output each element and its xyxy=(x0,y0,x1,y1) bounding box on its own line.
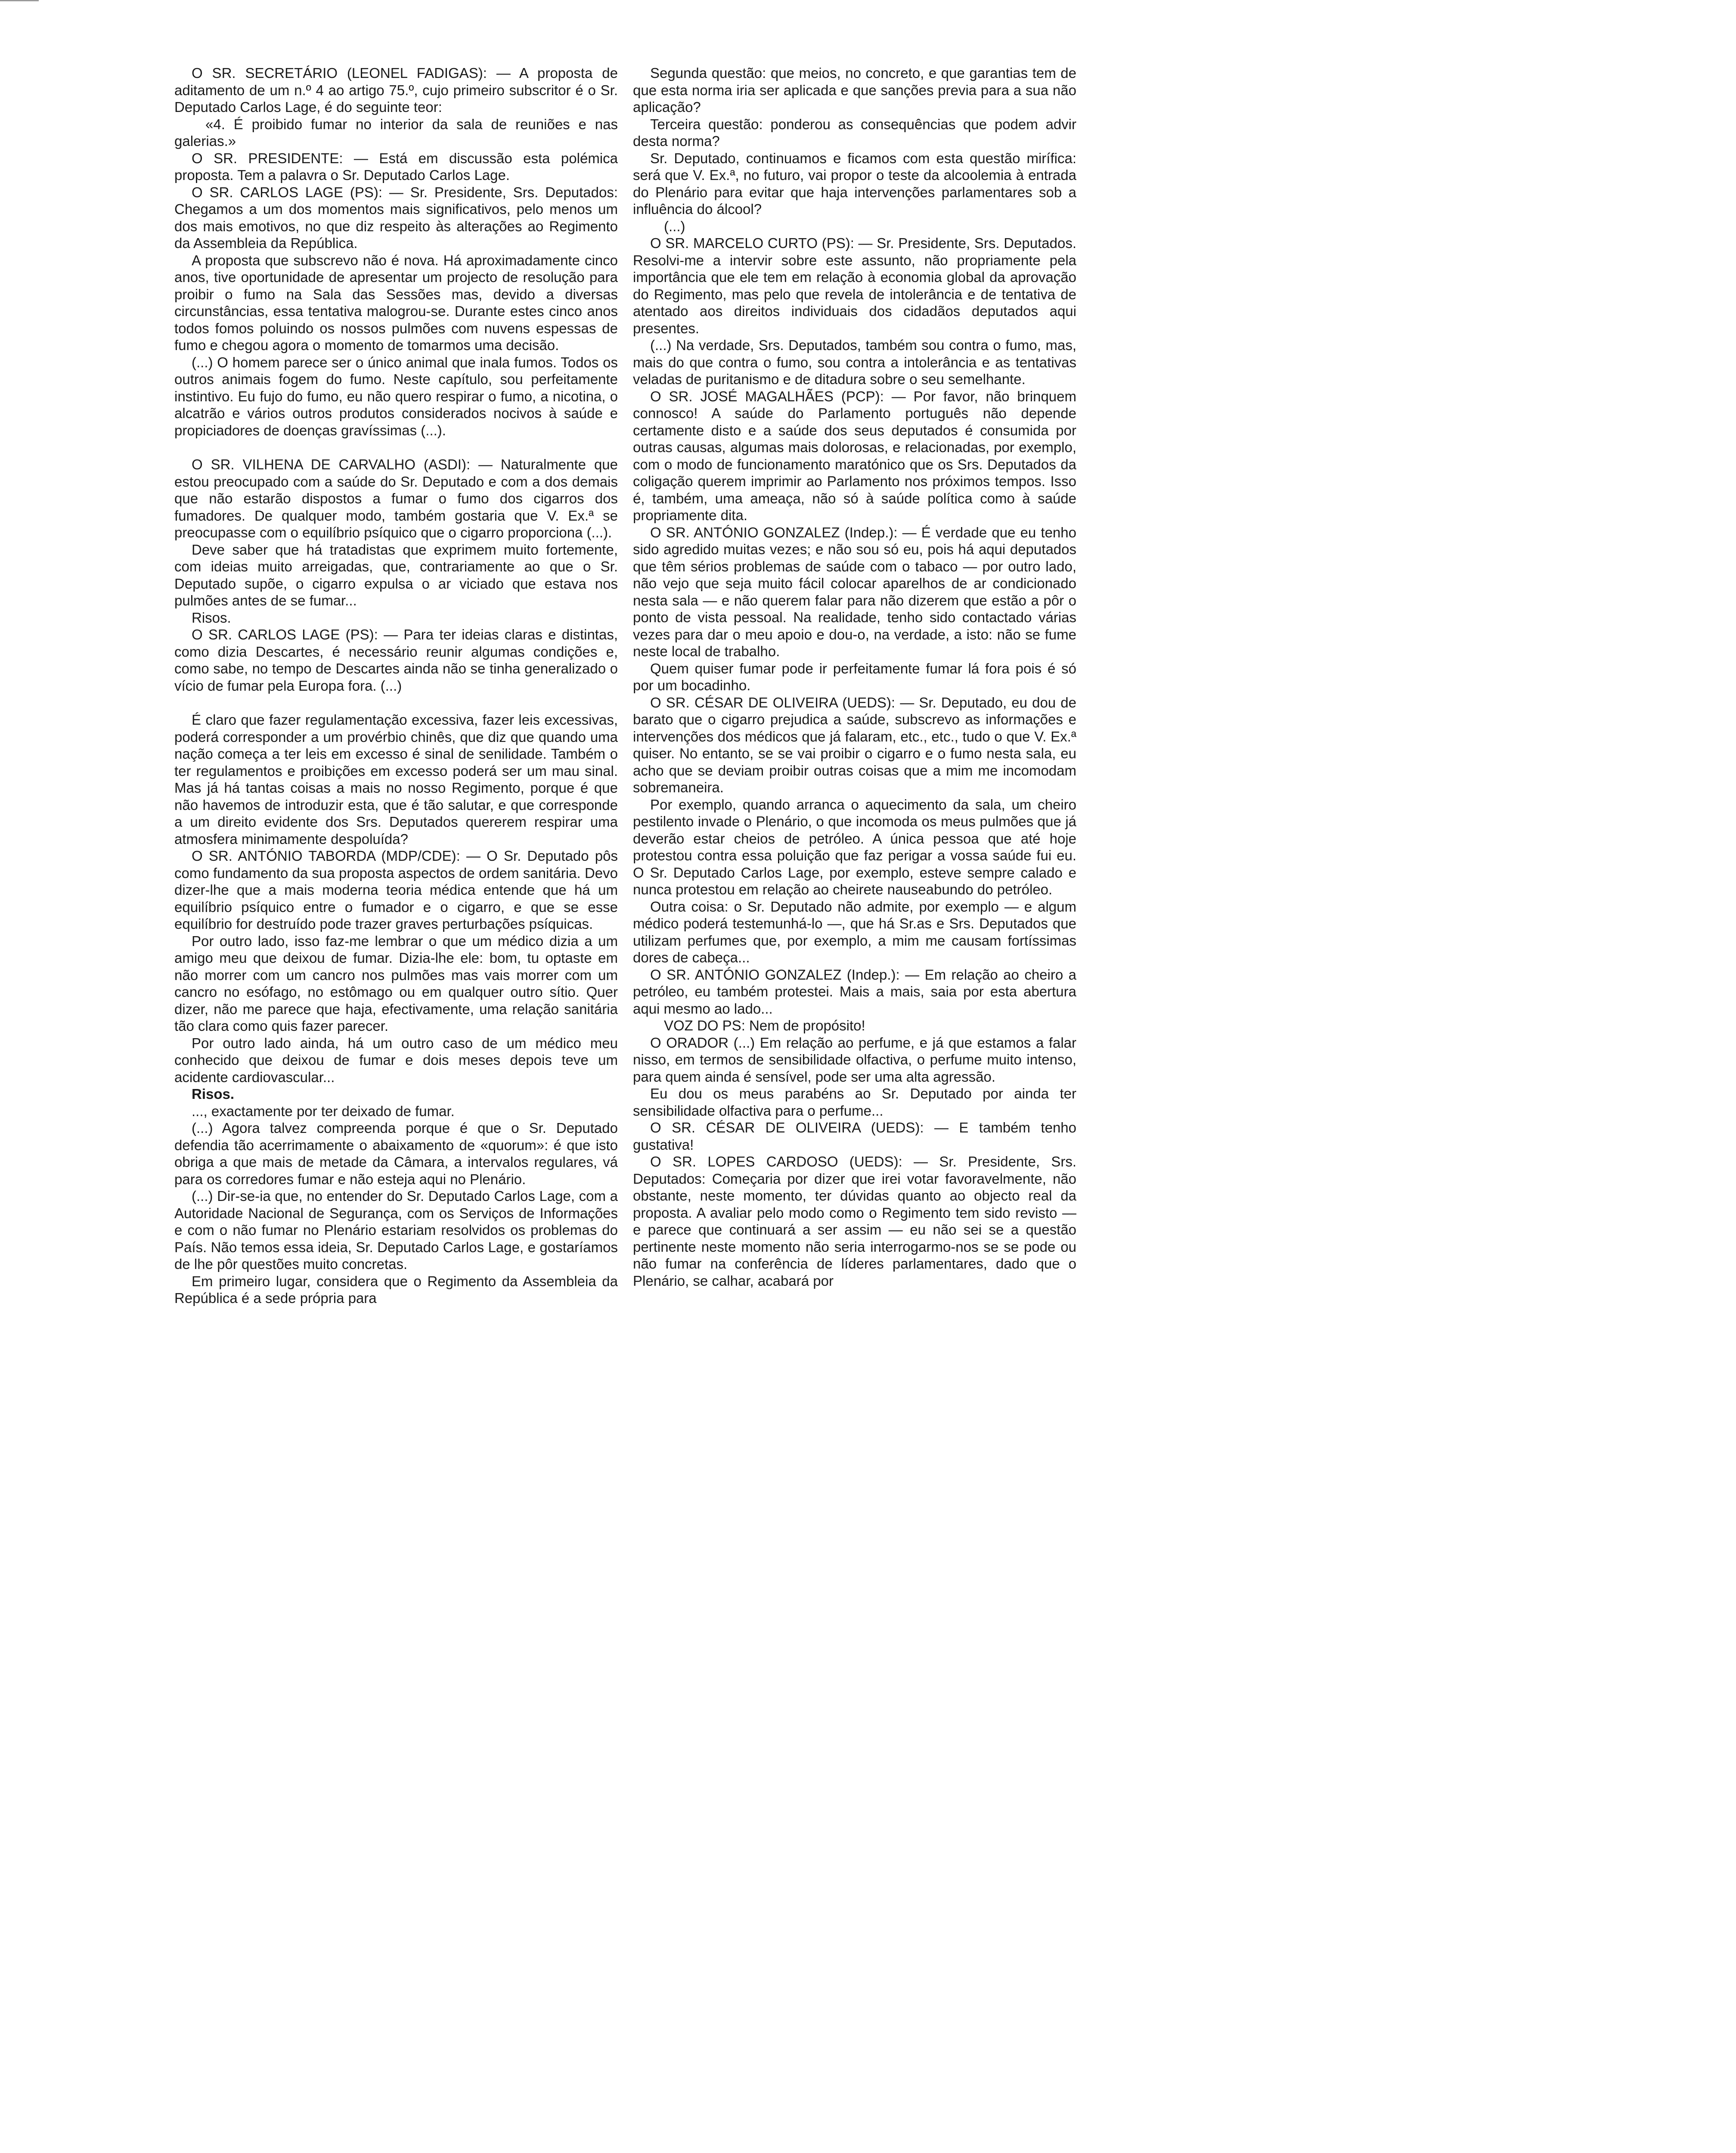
paragraph: A proposta que subscrevo não é nova. Há aproximadamente cinco anos, tive oportunidade de apresentar um projecto de resolução para proibir o fumo na Sala das Sessões mas, devido a diversas circunstâncias, essa tentativa malogrou-se. Durante estes cinco anos todos fomos poluindo os nossos pulmões com nuvens espessas de fumo e chegou agora o momento de tomarmos uma decisão. xyxy=(174,252,618,353)
paragraph: O SR. MARCELO CURTO (PS): — Sr. Presidente, Srs. Deputados. Resolvi-me a intervir sobre este assunto, não propriamente pela importância que ele tem em relação à economia global da aprovação do Regimento, mas pelo que revela de intolerância e de tentativa de atentado aos direitos individuais dos cidadãos deputados aqui presentes. xyxy=(633,235,1076,336)
paragraph: (...) O homem parece ser o único animal que inala fumos. Todos os outros animais fogem do fumo. Neste capítulo, sou perfeitamente instintivo. Eu fujo do fumo, eu não quero respirar o fumo, a nicotina, o alcatrão e vários outros produtos considerados nocivos à saúde e propiciadores de doenças gravíssimas (...). xyxy=(174,354,618,438)
paragraph: Terceira questão: ponderou as consequências que podem advir desta norma? xyxy=(633,116,1076,149)
paragraph: O SR. ANTÓNIO TABORDA (MDP/CDE): — O Sr. Deputado pôs como fundamento da sua proposta aspectos de ordem sanitária. Devo dizer-lhe que a mais moderna teoria médica entende que há um equilíbrio psíquico entre o fumador e o cigarro, e que se esse equilíbrio for destruído pode trazer graves perturbações psíquicas. xyxy=(174,848,618,932)
paragraph: O SR. CARLOS LAGE (PS): — Para ter ideias claras e distintas, como dizia Descartes, é necessário reunir algumas condições e, como sabe, no tempo de Descartes ainda não se tinha generalizado o vício de fumar pela Europa fora. (...) xyxy=(174,627,618,694)
paragraph: Em primeiro lugar, considera que o Regimento da Assembleia da República é a sede própria para xyxy=(174,1273,618,1306)
paragraph: Por outro lado, isso faz-me lembrar o que um médico dizia a um amigo meu que deixou de fumar. Dizia-lhe ele: bom, tu optaste em não morrer com um cancro nos pulmões mas vais morrer com um cancro no esófago, no estômago ou em qualquer outro sítio. Quer dizer, não me parece que haja, efectivamente, uma relação sanitária tão clara como quis fazer parecer. xyxy=(174,933,618,1034)
paragraph: O SR. CARLOS LAGE (PS): — Sr. Presidente, Srs. Deputados: Chegamos a um dos momentos mais significativos, pelo menos um dos mais emotivos, no que diz respeito às alterações ao Regimento da Assembleia da República. xyxy=(174,184,618,251)
paragraph: O SR. ANTÓNIO GONZALEZ (Indep.): — Em relação ao cheiro a petróleo, eu também protestei. Mais a mais, saia por esta abertura aqui mesmo ao lado... xyxy=(633,966,1076,1017)
paragraph: (...) Na verdade, Srs. Deputados, também sou contra o fumo, mas, mais do que contra o fumo, sou contra a intolerância e as tentativas veladas de puritanismo e de ditadura sobre o seu semelhante. xyxy=(633,337,1076,387)
paragraph: Outra coisa: o Sr. Deputado não admite, por exemplo — e algum médico poderá testemunhá-lo —, que há Sr.as e Srs. Deputados que utilizam perfumes que, por exemplo, a mim me causam fortíssimas dores de cabeça... xyxy=(633,898,1076,965)
scan-edge-mark xyxy=(0,0,39,4)
paragraph: Por outro lado ainda, há um outro caso de um médico meu conhecido que deixou de fumar e dois meses depois teve um acidente cardiovascular... xyxy=(174,1035,618,1085)
paragraph: Segunda questão: que meios, no concreto, e que garantias tem de que esta norma iria ser aplicada e que sanções previa para a sua não aplicação? xyxy=(633,65,1076,115)
paragraph: ..., exactamente por ter deixado de fumar. xyxy=(192,1103,455,1119)
paragraph: O SR. PRESIDENTE: — Está em discussão esta polémica proposta. Tem a palavra o Sr. Deputado Carlos Lage. xyxy=(174,150,618,183)
quoted-proposal: «4. É proibido fumar no interior da sala de reuniões e nas galerias.» xyxy=(174,116,618,149)
left-text-column xyxy=(174,65,618,1307)
ellipsis-line: (...) xyxy=(664,218,685,234)
paragraph: Eu dou os meus parabéns ao Sr. Deputado por ainda ter sensibilidade olfactiva para o perfume... xyxy=(633,1086,1076,1119)
stage-direction: Risos. xyxy=(192,609,231,626)
interjection: VOZ DO PS: Nem de propósito! xyxy=(664,1018,865,1033)
stage-direction: Risos. xyxy=(192,1086,235,1102)
paragraph: O SR. VILHENA DE CARVALHO (ASDI): — Naturalmente que estou preocupado com a saúde do Sr. Deputado e com a dos demais que não estarão dispostos a fumar o fumo dos cigarros dos fumadores. De qualquer modo, também gostaria que V. Ex.ª se preocupasse com o equilíbrio psíquico que o cigarro proporciona (...). xyxy=(174,456,618,540)
paragraph: (...) Dir-se-ia que, no entender do Sr. Deputado Carlos Lage, com a Autoridade Nacional de Segurança, com os Serviços de Informações e com o não fumar no Plenário estariam resolvidos os problemas do País. Não temos essa ideia, Sr. Deputado Carlos Lage, e gostaríamos de lhe pôr questões muito concretas. xyxy=(174,1188,618,1272)
paragraph: (...) Agora talvez compreenda porque é que o Sr. Deputado defendia tão acerrimamente o abaixamento de «quorum»: é que isto obriga a que mais de metade da Câmara, a intervalos regulares, vá para os corredores fumar e não esteja aqui no Plenário. xyxy=(174,1120,618,1187)
paragraph: Deve saber que há tratadistas que exprimem muito fortemente, com ideias muito arreigadas, que, contrariamente ao que o Sr. Deputado supõe, o cigarro expulsa o ar viciado que estava nos pulmões antes de se fumar... xyxy=(174,541,618,608)
paragraph: O SR. CÉSAR DE OLIVEIRA (UEDS): — E também tenho gustativa! xyxy=(633,1120,1076,1153)
paragraph: O SR. JOSÉ MAGALHÃES (PCP): — Por favor, não brinquem connosco! A saúde do Parlamento português não depende certamente disto e a saúde dos seus deputados é consumida por outras causas, algumas mais dolorosas, e relacionadas, por exemplo, com o modo de funcionamento maratónico que os Srs. Deputados da coligação querem imprimir ao Parlamento nos próximos tempos. Isso é, também, uma ameaça, não só à saúde política como à saúde propriamente dita. xyxy=(633,388,1076,523)
right-text-column xyxy=(633,65,1076,1289)
paragraph: Por exemplo, quando arranca o aquecimento da sala, um cheiro pestilento invade o Plenário, o que incomoda os meus pulmões que já deverão estar cheios de petróleo. A única pessoa que até hoje protestou contra essa poluição que faz perigar a vossa saúde fui eu. O Sr. Deputado Carlos Lage, por exemplo, esteve sempre calado e nunca protestou em relação ao cheirete nauseabundo do petróleo. xyxy=(633,796,1076,897)
paragraph: O SR. CÉSAR DE OLIVEIRA (UEDS): — Sr. Deputado, eu dou de barato que o cigarro prejudica a saúde, subscrevo as informações e intervenções dos médicos que já falaram, etc., etc., tudo o que V. Ex.ª quiser. No entanto, se se vai proibir o cigarro e o fumo nesta sala, eu acho que se deviam proibir outras coisas que a mim me incomodam sobremaneira. xyxy=(633,694,1076,795)
paragraph: Sr. Deputado, continuamos e ficamos com esta questão mirífica: será que V. Ex.ª, no futuro, vai propor o teste da alcoolemia à entrada do Plenário para evitar que haja intervenções parlamentares sob a influência do álcool? xyxy=(633,150,1076,217)
paragraph: Quem quiser fumar pode ir perfeitamente fumar lá fora pois é só por um bocadinho. xyxy=(633,660,1076,693)
paragraph: O SR. LOPES CARDOSO (UEDS): — Sr. Presidente, Srs. Deputados: Começaria por dizer que irei votar favoravelmente, não obstante, neste momento, ter dúvidas quanto ao objecto real da proposta. A avaliar pelo modo como o Regimento tem sido revisto — e parece que continuará a ser assim — eu não sei se a questão pertinente neste momento não seria interrogarmo-nos se se pode ou não fumar na conferência de líderes parlamentares, dado que o Plenário, se calhar, acabará por xyxy=(633,1154,1076,1289)
paragraph: O SR. ANTÓNIO GONZALEZ (Indep.): — É verdade que eu tenho sido agredido muitas vezes; e não sou só eu, pois há aqui deputados que têm sérios problemas de saúde com o tabaco — por outro lado, não vejo que seja muito fácil colocar aparelhos de ar condicionado nesta sala — e não querem falar para não dizerem que estão a pôr o ponto de vista pessoal. Na realidade, tenho sido contactado várias vezes para dar o meu apoio e dou-o, na verdade, a isto: não se fume neste local de trabalho. xyxy=(633,524,1076,659)
paragraph: O ORADOR (...) Em relação ao perfume, e já que estamos a falar nisso, em termos de sensibilidade olfactiva, o perfume muito intenso, para quem ainda é sensível, pode ser uma alta agressão. xyxy=(633,1034,1076,1085)
paragraph: É claro que fazer regulamentação excessiva, fazer leis excessivas, poderá corresponder a um provérbio chinês, que diz que quando uma nação começa a ter leis em excesso é sinal de senilidade. Também o ter regulamentos e proibições em excesso poderá ser um mau sinal. Mas já há tantas coisas a mais no nosso Regimento, porque é que não havemos de introduzir esta, que é tão salutar, e que corresponde a um direito evidente dos Srs. Deputados quererem respirar uma atmosfera minimamente despoluída? xyxy=(174,712,618,847)
paragraph: O SR. SECRETÁRIO (LEONEL FADIGAS): — A proposta de aditamento de um n.º 4 ao artigo 75.º, cujo primeiro subscritor é o Sr. Deputado Carlos Lage, é do seguinte teor: xyxy=(174,65,618,115)
